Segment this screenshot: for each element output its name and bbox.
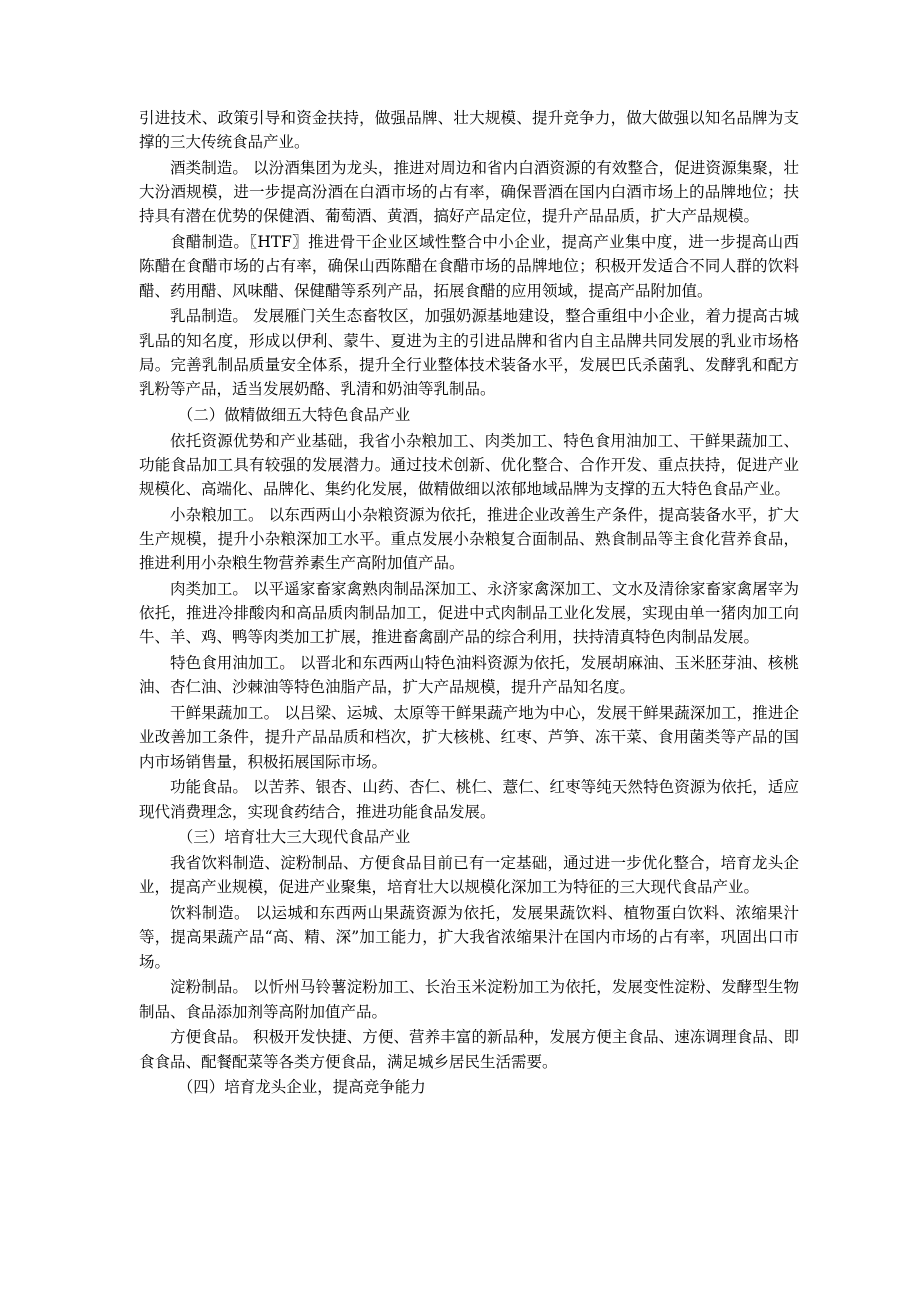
paragraph-beverage [139,901,799,974]
item-lead: 特色食用油加工。 [170,654,295,673]
paragraph-intro-2: 依托资源优势和产业基础，我省小杂粮加工、肉类加工、特色食用油加工、干鲜果蔬加工、功能食品加工具有较强的发展潜力。通过技术创新、优化整合、合作开发、重点扶持，促进产业规模化、高端化、品牌化、集约化发展，做精做细以浓郁地域品牌为支撑的五大特色食品产业。 [139,431,799,499]
paragraph-starch [139,975,799,1023]
paragraph-convenience-food [139,1025,799,1073]
paragraph-dairy [139,304,799,401]
paragraph-intro-3: 我省饮料制造、淀粉制品、方便食品目前已有一定基础，通过进一步优化整合，培育龙头企业，提高产业规模，促进产业聚集，培育壮大以规模化深加工为特征的三大现代食品产业。 [139,854,799,897]
section-heading-3: （三）培育壮大三大现代食品产业 [177,828,411,847]
paragraph-vinegar [139,230,799,303]
item-lead: 肉类加工。 [170,580,249,599]
item-body: 〖HTF〗推进骨干企业区域性整合中小企业，提高产业集中度，进一步提高山西陈醋在食醋市场的占有率，确保山西陈醋在食醋市场的品牌地位；积极开发适合不同人群的饮料醋、药用醋、风味醋、保健醋等系列产品，拓展食醋的应用领域，提高产品附加值。 [139,233,799,300]
paragraph-fruit-veg [139,701,799,774]
item-body: 以苦荞、银杏、山药、杏仁、桃仁、薏仁、红枣等纯天然特色资源为依托，适应现代消费理念，实现食药结合，推进功能食品发展。 [139,778,799,821]
item-lead: 功能食品。 [170,778,249,797]
item-lead: 淀粉制品。 [170,978,249,997]
section-heading-2: （二）做精做细五大特色食品产业 [177,405,411,424]
item-body: 以忻州马铃薯淀粉加工、长治玉米淀粉加工为依托，发展变性淀粉、发酵型生物制品、食品添加剂等高附加值产品。 [139,978,799,1021]
item-lead: 食醋制造。 [170,233,250,252]
paragraph-meat [139,577,799,650]
paragraph-functional-food [139,775,799,823]
item-body: 以汾酒集团为龙头，推进对周边和省内白酒资源的有效整合，促进资源集聚，壮大汾酒规模，进一步提高汾酒在白酒市场的占有率，确保晋酒在国内白酒市场上的品牌地位；扶持具有潜在优势的保健酒、葡萄酒、黄酒，搞好产品定位，提升产品品质，扩大产品规模。 [139,159,799,226]
paragraph-liquor [139,156,799,229]
item-lead: 乳品制造。 [170,307,249,326]
paragraph-grains [139,503,799,576]
paragraph-continuation: 引进技术、政策引导和资金扶持，做强品牌、壮大规模、提升竞争力，做大做强以知名品牌为支撑的三大传统食品产业。 [139,109,799,152]
item-body: 以平遥家畜家禽熟肉制品深加工、永济家禽深加工、文水及清徐家畜家禽屠宰为依托，推进冷排酸肉和高品质肉制品加工，促进中式肉制品工业化发展，实现由单一猪肉加工向牛、羊、鸡、鸭等肉类加工扩展，推进畜禽副产品的综合利用，扶持清真特色肉制品发展。 [139,580,799,647]
item-body: 以晋北和东西两山特色油料资源为依托，发展胡麻油、玉米胚芽油、核桃油、杏仁油、沙棘油等特色油脂产品，扩大产品规模，提升产品知名度。 [139,654,799,697]
item-lead: 方便食品。 [170,1028,249,1047]
item-body: 以吕梁、运城、太原等干鲜果蔬产地为中心，发展干鲜果蔬深加工，推进企业改善加工条件，提升产品品质和档次，扩大核桃、红枣、芦笋、冻干菜、食用菌类等产品的国内市场销售量，积极拓展国际市场。 [139,704,799,771]
section-heading-4: （四）培育龙头企业，提高竞争能力 [177,1078,426,1097]
item-lead: 小杂粮加工。 [170,505,264,524]
item-body: 积极开发快捷、方便、营养丰富的新品种，发展方便主食品、速冻调理食品、即食食品、配餐配菜等各类方便食品，满足城乡居民生活需要。 [139,1028,799,1071]
item-body: 以东西两山小杂粮资源为依托，推进企业改善生产条件，提高装备水平，扩大生产规模，提升小杂粮深加工水平。重点发展小杂粮复合面制品、熟食制品等主食化营养食品，推进利用小杂粮生物营养素生产高附加值产品。 [139,505,799,573]
item-lead: 干鲜果蔬加工。 [170,704,280,723]
item-body: 发展雁门关生态畜牧区，加强奶源基地建设，整合重组中小企业，着力提高古城乳品的知名度，形成以伊利、蒙牛、夏进为主的引进品牌和省内自主品牌共同发展的乳业市场格局。完善乳制品质量安全体系，提升全行业整体技术装备水平，发展巴氏杀菌乳、发酵乳和配方乳粉等产品，适当发展奶酪、乳清和奶油等乳制品。 [139,307,799,399]
item-lead: 酒类制造。 [170,159,249,177]
document-page [139,106,799,1101]
item-body: 以运城和东西两山果蔬资源为依托，发展果蔬饮料、植物蛋白饮料、浓缩果汁等，提高果蔬产品“高、精、深”加工能力，扩大我省浓缩果汁在国内市场的占有率，巩固出口市场。 [139,904,799,971]
item-lead: 饮料制造。 [170,904,251,923]
paragraph-oil [139,651,799,699]
